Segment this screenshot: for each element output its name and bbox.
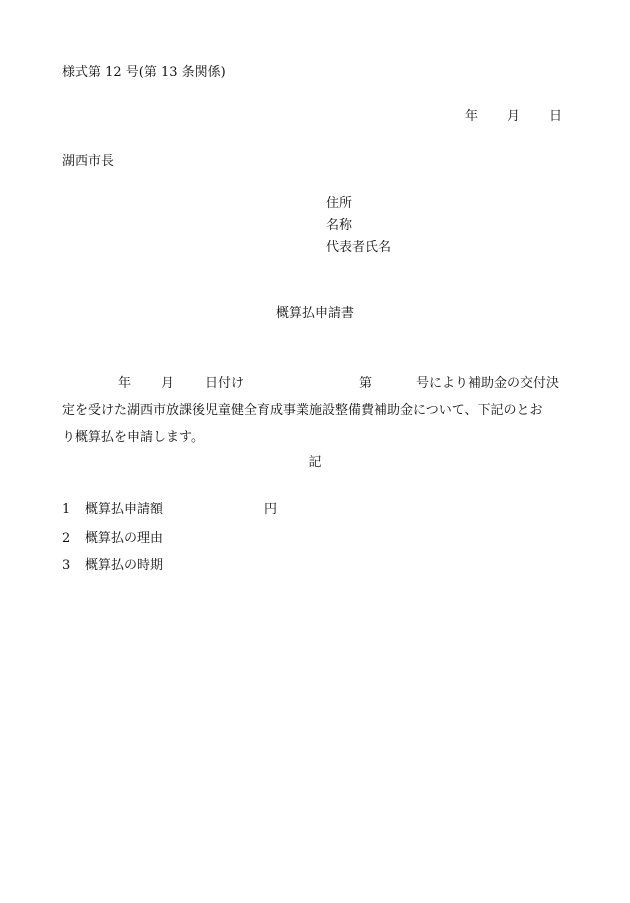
body-month-label: 月 xyxy=(161,376,175,391)
item-advance-reason xyxy=(62,532,163,545)
date-month-label: 月 xyxy=(507,109,521,124)
item-number: 3 xyxy=(62,558,71,573)
body-year-label: 年 xyxy=(118,376,132,391)
body-line-3: り概算払を申請します。 xyxy=(62,430,204,445)
body-number-prefix: 第 xyxy=(359,376,373,391)
addressee: 湖西市長 xyxy=(62,154,115,169)
date-year-label: 年 xyxy=(465,109,479,124)
applicant-name-label: 名称 xyxy=(326,218,353,233)
applicant-representative-label: 代表者氏名 xyxy=(326,240,392,255)
body-dated-label: 日付け xyxy=(205,376,245,391)
item-advance-timing xyxy=(62,559,163,572)
body-continuation: 号により補助金の交付決 xyxy=(416,376,560,391)
note-heading: 記 xyxy=(308,455,322,470)
applicant-block xyxy=(326,197,391,263)
item-label: 概算払の理由 xyxy=(85,531,164,546)
applicant-address-label: 住所 xyxy=(326,196,353,211)
document-title: 概算払申請書 xyxy=(275,306,354,321)
date-line xyxy=(465,110,562,123)
item-unit-yen: 円 xyxy=(264,502,278,517)
item-number: 1 xyxy=(62,502,71,517)
body-line-2: 定を受けた湖西市放課後児童健全育成事業施設整備費補助金について、下記のとお xyxy=(62,403,543,418)
date-day-label: 日 xyxy=(549,109,563,124)
item-label: 概算払申請額 xyxy=(85,502,164,517)
body-line-1 xyxy=(62,377,572,391)
item-advance-amount xyxy=(62,502,278,517)
item-label: 概算払の時期 xyxy=(85,558,164,573)
form-number: 様式第 12 号(第 13 条関係) xyxy=(62,65,226,80)
item-number: 2 xyxy=(62,531,71,546)
